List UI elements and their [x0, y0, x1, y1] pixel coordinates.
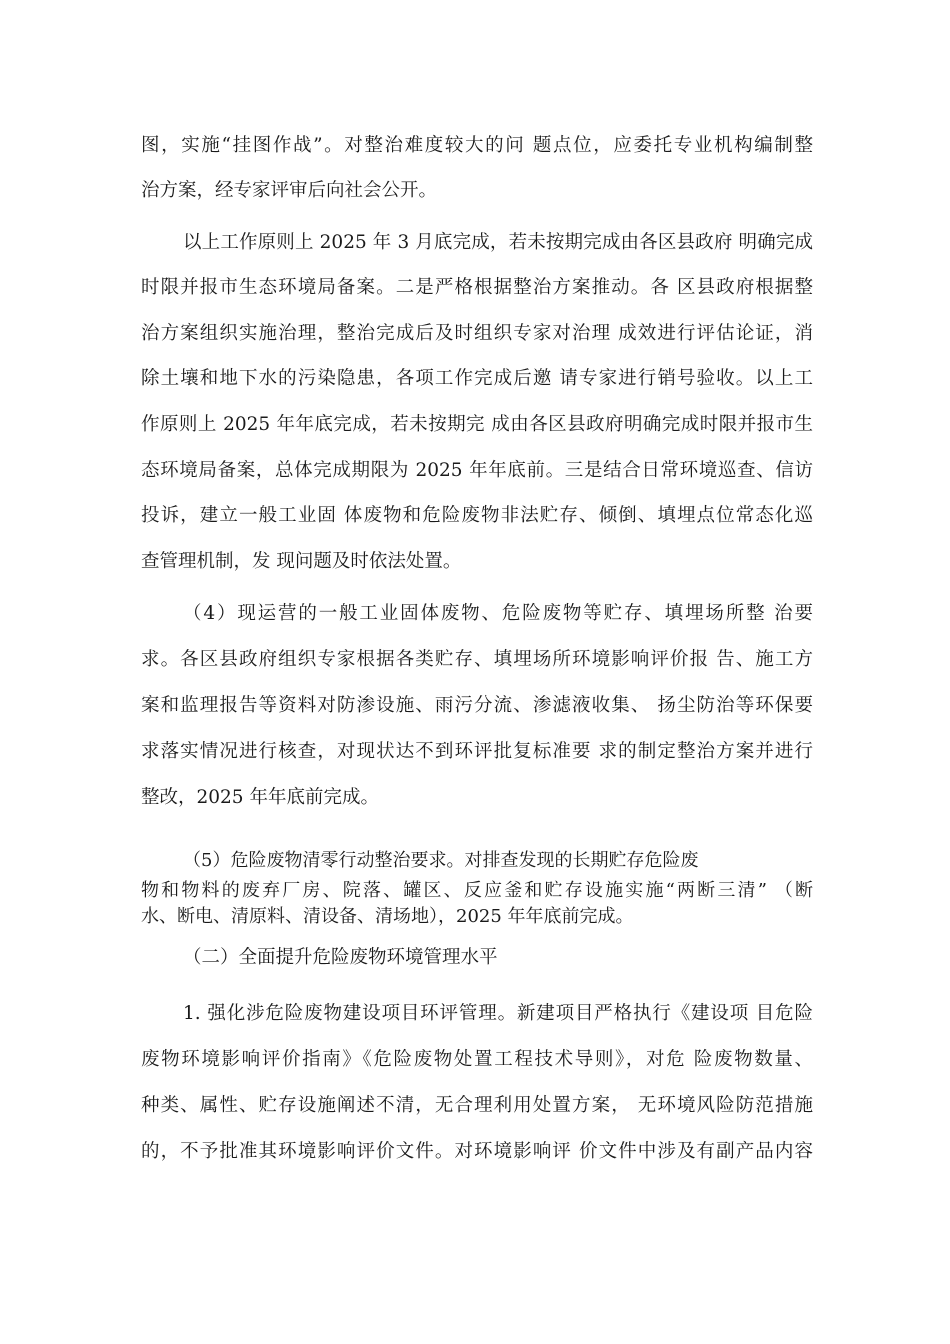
text-line: 投诉，建立一般工业固 体废物和危险废物非法贮存、倾倒、填埋点位常态化巡 — [141, 505, 813, 526]
text-line: 图，实施“挂图作战”。对整治难度较大的问 题点位，应委托专业机构编制整 — [141, 135, 813, 156]
section-heading: （二）全面提升危险废物环境管理水平 — [183, 947, 498, 968]
text-line: 查管理机制，发 现问题及时依法处置。 — [141, 551, 462, 572]
text-line: 时限并报市生态环境局备案。二是严格根据整治方案推动。各 区县政府根据整 — [141, 277, 813, 298]
text-line: 整改，2025 年年底前完成。 — [141, 787, 379, 808]
text-line: 求落实情况进行核查，对现状达不到环评批复标准要 求的制定整治方案并进行 — [141, 741, 813, 762]
text-line: 物和物料的废弃厂房、院落、罐区、反应釜和贮存设施实施“两断三清” （断 — [141, 880, 813, 901]
text-line: （5）危险废物清零行动整治要求。对排查发现的长期贮存危险废 — [183, 850, 699, 871]
text-line: 作原则上 2025 年年底完成，若未按期完 成由各区县政府明确完成时限并报市生 — [141, 414, 813, 435]
text-line: 的，不予批准其环境影响评价文件。对环境影响评 价文件中涉及有副产品内容 — [141, 1141, 813, 1162]
text-line: 废物环境影响评价指南》《危险废物处置工程技术导则》，对危 险废物数量、 — [141, 1049, 813, 1070]
text-line: 以上工作原则上 2025 年 3 月底完成，若未按期完成由各区县政府 明确完成 — [183, 232, 813, 253]
text-line: （4）现运营的一般工业固体废物、危险废物等贮存、填埋场所整 治要 — [183, 603, 813, 624]
text-line: 1. 强化涉危险废物建设项目环评管理。新建项目严格执行《建设项 目危险 — [183, 1003, 813, 1024]
text-line: 态环境局备案，总体完成期限为 2025 年年底前。三是结合日常环境巡查、信访 — [141, 460, 813, 481]
text-line: 求。各区县政府组织专家根据各类贮存、填埋场所环境影响评价报 告、施工方 — [141, 649, 813, 670]
text-line: 治方案，经专家评审后向社会公开。 — [141, 180, 438, 201]
text-line: 除土壤和地下水的污染隐患，各项工作完成后邀 请专家进行销号验收。以上工 — [141, 368, 813, 389]
text-line: 治方案组织实施治理，整治完成后及时组织专家对治理 成效进行评估论证，消 — [141, 323, 813, 344]
text-line: 种类、属性、贮存设施阐述不清，无合理利用处置方案， 无环境风险防范措施 — [141, 1095, 813, 1116]
text-line: 水、断电、清原料、清设备、清场地），2025 年年底前完成。 — [141, 906, 634, 927]
text-line: 案和监理报告等资料对防渗设施、雨污分流、渗滤液收集、 扬尘防治等环保要 — [141, 695, 813, 716]
